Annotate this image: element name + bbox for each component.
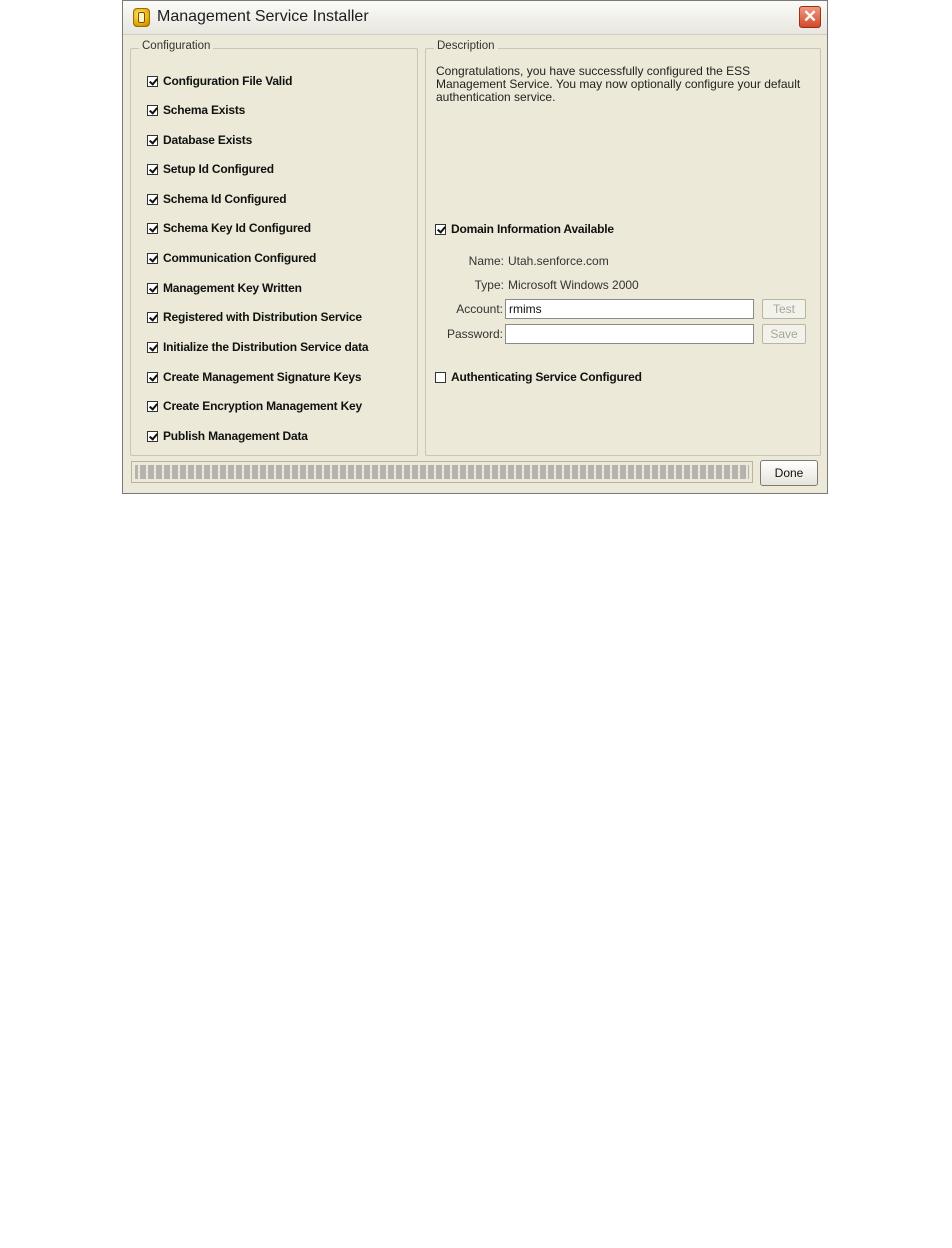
- app-icon: [133, 8, 150, 27]
- domain-info-label: Domain Information Available: [451, 222, 614, 236]
- check-item-database-exists: [147, 132, 252, 148]
- check-item-communication-configured: [147, 250, 316, 266]
- check-item-registered-distribution: [147, 309, 362, 325]
- checkbox-icon: [435, 372, 446, 383]
- type-value: Microsoft Windows 2000: [508, 278, 639, 292]
- account-input[interactable]: rmims: [505, 299, 754, 319]
- check-item-label: Schema Id Configured: [163, 192, 287, 206]
- checkbox-icon: [147, 372, 158, 383]
- configuration-group-label: Configuration: [139, 40, 213, 52]
- name-label: Name:: [468, 254, 504, 268]
- check-item-label: Initialize the Distribution Service data: [163, 340, 369, 354]
- checkbox-icon: [147, 342, 158, 353]
- check-item-label: Configuration File Valid: [163, 74, 293, 88]
- checkbox-icon: [147, 105, 158, 116]
- check-item-setup-id-configured: [147, 161, 274, 177]
- checkbox-icon: [147, 223, 158, 234]
- description-group: [425, 40, 821, 456]
- checkbox-icon: [147, 164, 158, 175]
- close-button[interactable]: ✕: [799, 6, 821, 28]
- description-group-label: Description: [434, 40, 498, 52]
- check-item-encryption-key: [147, 398, 362, 414]
- check-item-label: Publish Management Data: [163, 429, 308, 443]
- checkbox-icon: [435, 224, 446, 235]
- installer-window: [122, 0, 828, 494]
- check-item-schema-id-configured: [147, 191, 286, 207]
- check-item-label: Setup Id Configured: [163, 162, 274, 176]
- account-label: Account:: [456, 302, 503, 316]
- checkbox-icon: [147, 194, 158, 205]
- progress-bar: [131, 461, 753, 483]
- checkbox-icon: [147, 76, 158, 87]
- checkbox-icon: [147, 431, 158, 442]
- check-item-label: Schema Exists: [163, 103, 246, 117]
- auth-service-checkbox[interactable]: [435, 369, 642, 385]
- check-item-label: Database Exists: [163, 133, 253, 147]
- check-item-initialize-distribution: [147, 339, 368, 355]
- check-item-label: Create Management Signature Keys: [163, 370, 362, 384]
- window-title: Management Service Installer: [157, 8, 369, 25]
- check-item-schema-key-id-configured: [147, 220, 311, 236]
- type-label: Type:: [474, 278, 504, 292]
- check-item-label: Communication Configured: [163, 251, 317, 265]
- name-value: Utah.senforce.com: [508, 254, 609, 268]
- checkbox-icon: [147, 283, 158, 294]
- check-item-publish-data: [147, 428, 308, 444]
- password-label: Password:: [446, 327, 503, 341]
- check-item-label: Create Encryption Management Key: [163, 399, 362, 413]
- domain-info-checkbox[interactable]: [435, 221, 614, 237]
- checkbox-icon: [147, 312, 158, 323]
- test-button[interactable]: Test: [762, 299, 806, 319]
- check-item-configuration-file-valid: [147, 73, 292, 89]
- checkbox-icon: [147, 253, 158, 264]
- checkbox-icon: [147, 401, 158, 412]
- password-input[interactable]: [505, 324, 754, 344]
- check-item-management-key-written: [147, 280, 302, 296]
- auth-service-label: Authenticating Service Configured: [451, 370, 642, 384]
- check-item-label: Schema Key Id Configured: [163, 221, 311, 235]
- checkbox-icon: [147, 135, 158, 146]
- save-button[interactable]: Save: [762, 324, 806, 344]
- check-item-schema-exists: [147, 102, 245, 118]
- check-item-label: Management Key Written: [163, 281, 302, 295]
- title-bar[interactable]: [123, 1, 827, 35]
- configuration-group: [130, 40, 418, 456]
- done-button[interactable]: Done: [760, 460, 818, 486]
- check-item-signature-keys: [147, 369, 361, 385]
- description-text: Congratulations, you have successfully configured the ESS Management Service. You may now optionally configure your default authentication service.: [436, 64, 801, 104]
- check-item-label: Registered with Distribution Service: [163, 310, 362, 324]
